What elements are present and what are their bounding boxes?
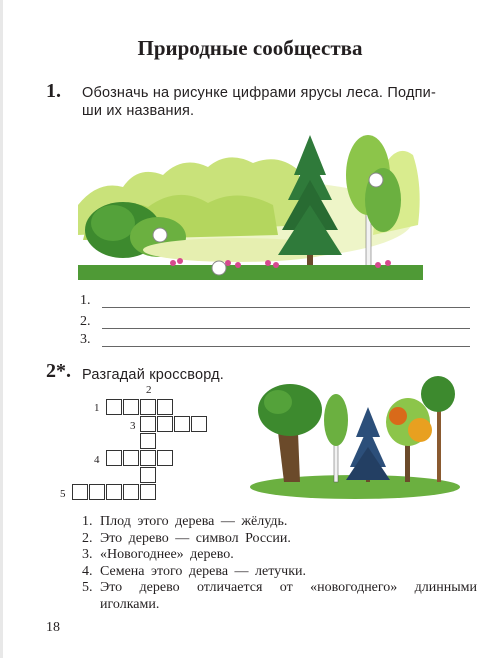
answer-line-3-rule: [102, 346, 470, 347]
clue-number: 5.: [82, 580, 93, 595]
clue-item-4: [82, 564, 477, 581]
trees-illustration: [250, 372, 460, 502]
answer-line-2-rule: [102, 328, 470, 329]
answer-line-2[interactable]: [80, 314, 470, 332]
page-number: 18: [46, 620, 60, 635]
crossword-cell[interactable]: [106, 399, 122, 415]
crossword-cell[interactable]: [123, 484, 139, 500]
crossword-number-1: 1: [94, 402, 100, 414]
clue-text: Семена этого дерева — летучки.: [100, 563, 306, 579]
crossword-cell[interactable]: [157, 399, 173, 415]
clue-item-2: [82, 531, 477, 548]
forest-illustration: [78, 125, 423, 280]
oak-tree: [258, 384, 322, 482]
maple-tree: [386, 398, 432, 482]
clue-item-1: [82, 514, 477, 531]
crossword-cell[interactable]: [140, 416, 156, 432]
clue-number: 4.: [82, 563, 93, 579]
crossword-cell[interactable]: [140, 467, 156, 483]
tier-marker-shrubs: [153, 228, 167, 242]
bush-left-highlight: [91, 205, 135, 241]
task1-text-line-1: Обозначь на рисунке цифрами ярусы леса. Подпи-: [82, 85, 436, 101]
clue-item-3: [82, 547, 477, 564]
crossword-number-4: 4: [94, 454, 100, 466]
answer-line-1[interactable]: [80, 293, 470, 311]
answer-line-2-label: 2.: [80, 314, 91, 329]
crossword-cell[interactable]: [140, 433, 156, 449]
clue-list: [82, 514, 477, 613]
crossword-cell[interactable]: [123, 450, 139, 466]
clue-number: 3.: [82, 547, 93, 562]
tier-marker-grass: [212, 261, 226, 275]
answer-line-1-label: 1.: [80, 293, 91, 308]
task2-text: Разгадай кроссворд.: [82, 367, 225, 383]
task1-number: 1.: [46, 80, 61, 102]
crossword-cell[interactable]: [157, 416, 173, 432]
crossword-cell[interactable]: [140, 450, 156, 466]
clue-text: Это дерево — символ России.: [100, 530, 291, 546]
task2-number: 2*.: [46, 360, 71, 382]
crossword-cell[interactable]: [174, 416, 190, 432]
clue-item-5: [82, 580, 477, 613]
crossword-number-3: 3: [130, 420, 136, 432]
answer-line-3[interactable]: [80, 332, 470, 350]
task1-text-line-2: ши их названия.: [82, 103, 195, 119]
crossword-number-5: 5: [60, 488, 66, 500]
ground-grass: [78, 265, 423, 280]
crossword-cell[interactable]: [140, 399, 156, 415]
spruce-tree-small: [346, 407, 390, 482]
clue-text: Это дерево отличается от «новогоднего» длинными иголками.: [100, 580, 477, 612]
tier-marker-trees: [369, 173, 383, 187]
crossword-cell[interactable]: [123, 399, 139, 415]
clue-number: 2.: [82, 530, 93, 546]
crossword-cell[interactable]: [140, 484, 156, 500]
birch-tree-small: [324, 394, 348, 482]
clue-text: «Новогоднее» дерево.: [100, 547, 234, 562]
crossword-number-2: 2: [146, 384, 152, 396]
crossword-cell[interactable]: [89, 484, 105, 500]
page-title: Природные сообщества: [137, 36, 363, 60]
crossword-cell[interactable]: [106, 484, 122, 500]
task1-text: [82, 84, 477, 120]
answer-line-3-label: 3.: [80, 332, 91, 347]
crossword-cell[interactable]: [106, 450, 122, 466]
crossword-cell[interactable]: [191, 416, 207, 432]
crossword-cell[interactable]: [157, 450, 173, 466]
answer-line-1-rule: [102, 307, 470, 308]
clue-number: 1.: [82, 514, 93, 529]
clue-text: Плод этого дерева — жёлудь.: [100, 514, 288, 529]
page-edge: [0, 0, 3, 658]
crossword-cell[interactable]: [72, 484, 88, 500]
